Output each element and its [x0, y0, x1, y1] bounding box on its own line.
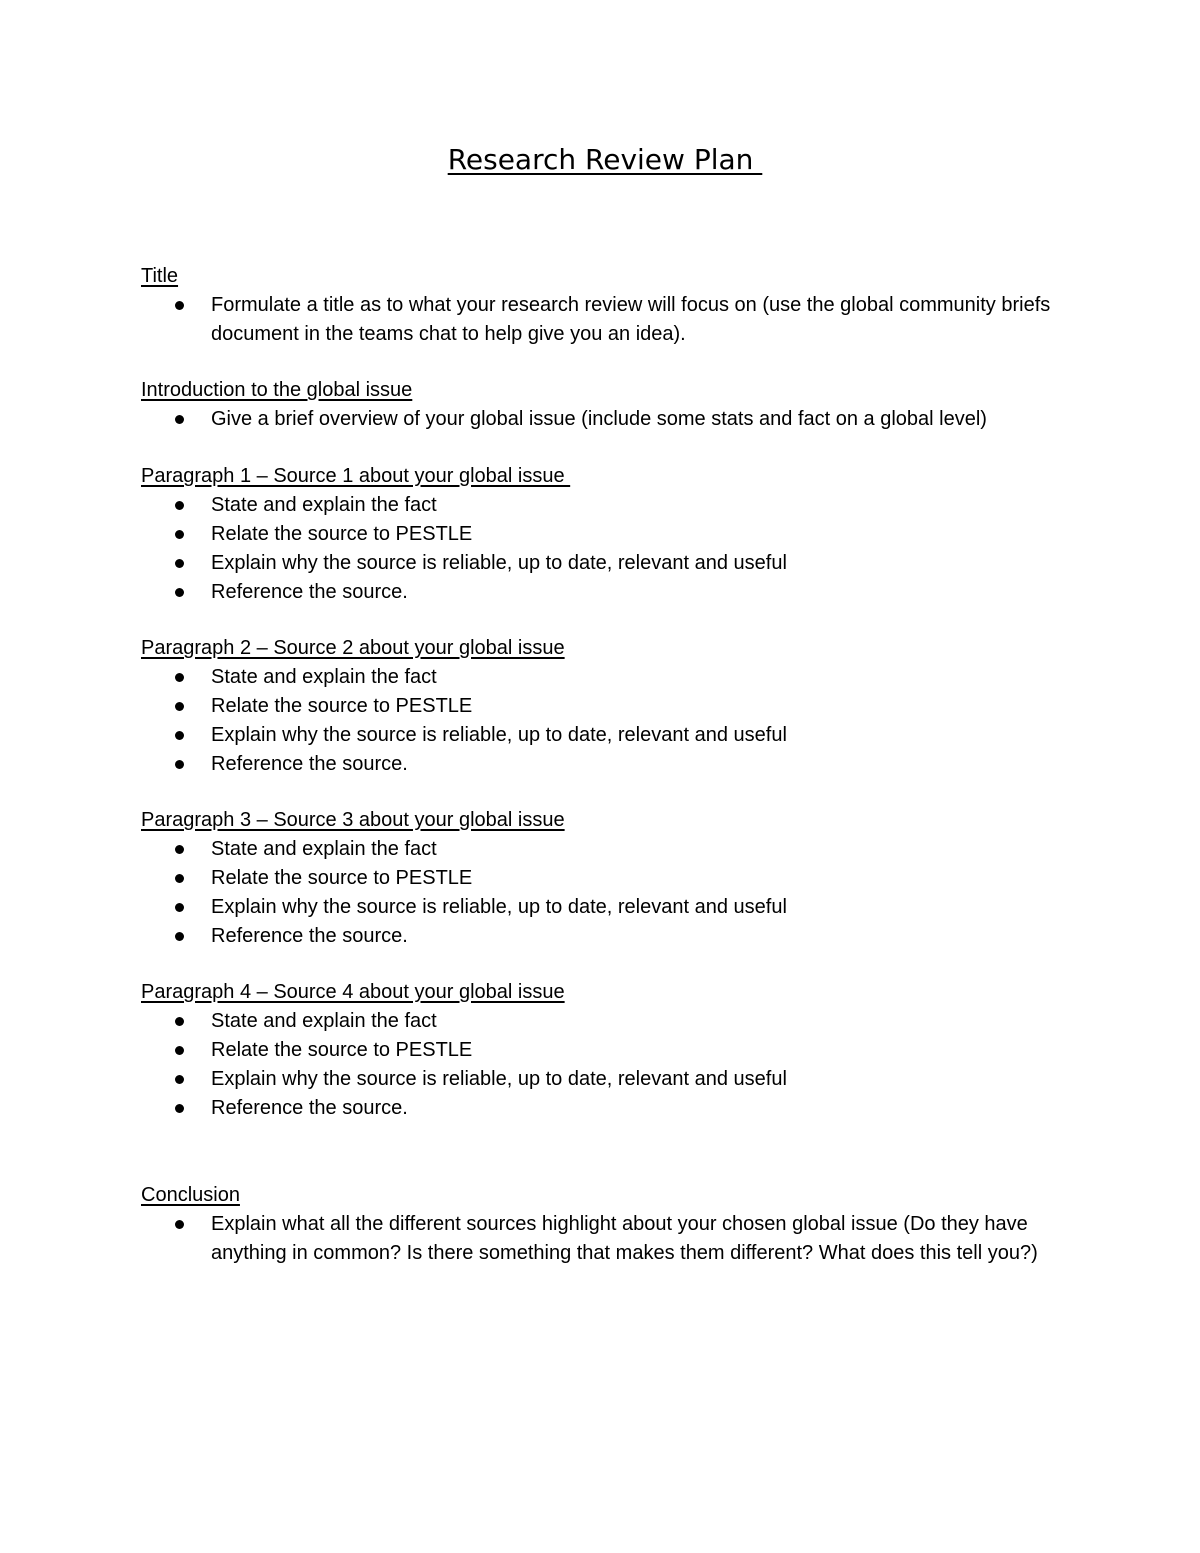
list-item	[141, 405, 1081, 434]
list-item-text: Relate the source to PESTLE	[211, 695, 473, 717]
section-heading: Paragraph 4 – Source 4 about your global issue	[141, 981, 565, 1003]
document-title: Research Review Plan	[447, 143, 763, 176]
list-item	[141, 1210, 1081, 1268]
list-item	[141, 750, 1081, 779]
list-item-text: Give a brief overview of your global issue (include some stats and fact on a global level)	[211, 408, 987, 430]
bullet-icon	[175, 731, 184, 740]
list-item-text: Relate the source to PESTLE	[211, 1039, 473, 1061]
section-paragraph-2	[141, 634, 1081, 779]
list-item-text: State and explain the fact	[211, 666, 437, 688]
list-item-text: Explain why the source is reliable, up to date, relevant and useful	[211, 552, 787, 574]
bullet-icon	[175, 1104, 184, 1113]
list-item-text: Reference the source.	[211, 1097, 408, 1119]
section-paragraph-3	[141, 806, 1081, 951]
bullet-icon	[175, 1220, 184, 1229]
bullet-icon	[175, 1046, 184, 1055]
section-title	[141, 262, 1081, 349]
list-item	[141, 1065, 1081, 1094]
list-item	[141, 1094, 1081, 1123]
section-heading: Conclusion	[141, 1184, 240, 1206]
bullet-list	[141, 405, 1081, 434]
bullet-icon	[175, 702, 184, 711]
section-heading: Title	[141, 265, 179, 287]
bullet-icon	[175, 932, 184, 941]
section-conclusion	[141, 1181, 1081, 1268]
list-item-text: Formulate a title as to what your research review will focus on (use the global community briefs document in the teams chat to help give you an idea).	[211, 294, 1051, 345]
section-introduction	[141, 376, 1081, 434]
bullet-list	[141, 1007, 1081, 1123]
bullet-icon	[175, 845, 184, 854]
section-heading: Paragraph 1 – Source 1 about your global issue	[141, 465, 571, 487]
bullet-icon	[175, 673, 184, 682]
bullet-icon	[175, 559, 184, 568]
bullet-list	[141, 1210, 1081, 1268]
section-paragraph-4	[141, 978, 1081, 1123]
section-heading: Introduction to the global issue	[141, 379, 413, 401]
bullet-icon	[175, 301, 184, 310]
list-item-text: State and explain the fact	[211, 838, 437, 860]
list-item	[141, 549, 1081, 578]
bullet-icon	[175, 760, 184, 769]
list-item-text: State and explain the fact	[211, 1010, 437, 1032]
list-item	[141, 291, 1081, 349]
bullet-icon	[175, 903, 184, 912]
list-item	[141, 893, 1081, 922]
list-item	[141, 692, 1081, 721]
list-item-text: Explain why the source is reliable, up to date, relevant and useful	[211, 724, 787, 746]
list-item	[141, 663, 1081, 692]
list-item-text: State and explain the fact	[211, 494, 437, 516]
bullet-list	[141, 291, 1081, 349]
list-item-text: Relate the source to PESTLE	[211, 523, 473, 545]
bullet-icon	[175, 501, 184, 510]
list-item-text: Reference the source.	[211, 581, 408, 603]
list-item-text: Explain why the source is reliable, up to date, relevant and useful	[211, 896, 787, 918]
bullet-icon	[175, 415, 184, 424]
list-item-text: Reference the source.	[211, 925, 408, 947]
bullet-list	[141, 491, 1081, 607]
bullet-list	[141, 663, 1081, 779]
list-item-text: Relate the source to PESTLE	[211, 867, 473, 889]
list-item	[141, 864, 1081, 893]
section-paragraph-1	[141, 462, 1081, 607]
list-item	[141, 1036, 1081, 1065]
list-item	[141, 578, 1081, 607]
bullet-icon	[175, 1075, 184, 1084]
list-item-text: Explain what all the different sources highlight about your chosen global issue (Do they have anything in common? Is there something that makes them different? What does this tell you?)	[211, 1213, 1038, 1264]
list-item	[141, 520, 1081, 549]
bullet-icon	[175, 588, 184, 597]
list-item	[141, 1007, 1081, 1036]
list-item	[141, 721, 1081, 750]
list-item	[141, 491, 1081, 520]
bullet-list	[141, 835, 1081, 951]
bullet-icon	[175, 530, 184, 539]
list-item-text: Reference the source.	[211, 753, 408, 775]
bullet-icon	[175, 1017, 184, 1026]
list-item	[141, 835, 1081, 864]
section-heading: Paragraph 2 – Source 2 about your global issue	[141, 637, 565, 659]
section-heading: Paragraph 3 – Source 3 about your global issue	[141, 809, 565, 831]
list-item	[141, 922, 1081, 951]
bullet-icon	[175, 874, 184, 883]
list-item-text: Explain why the source is reliable, up to date, relevant and useful	[211, 1068, 787, 1090]
